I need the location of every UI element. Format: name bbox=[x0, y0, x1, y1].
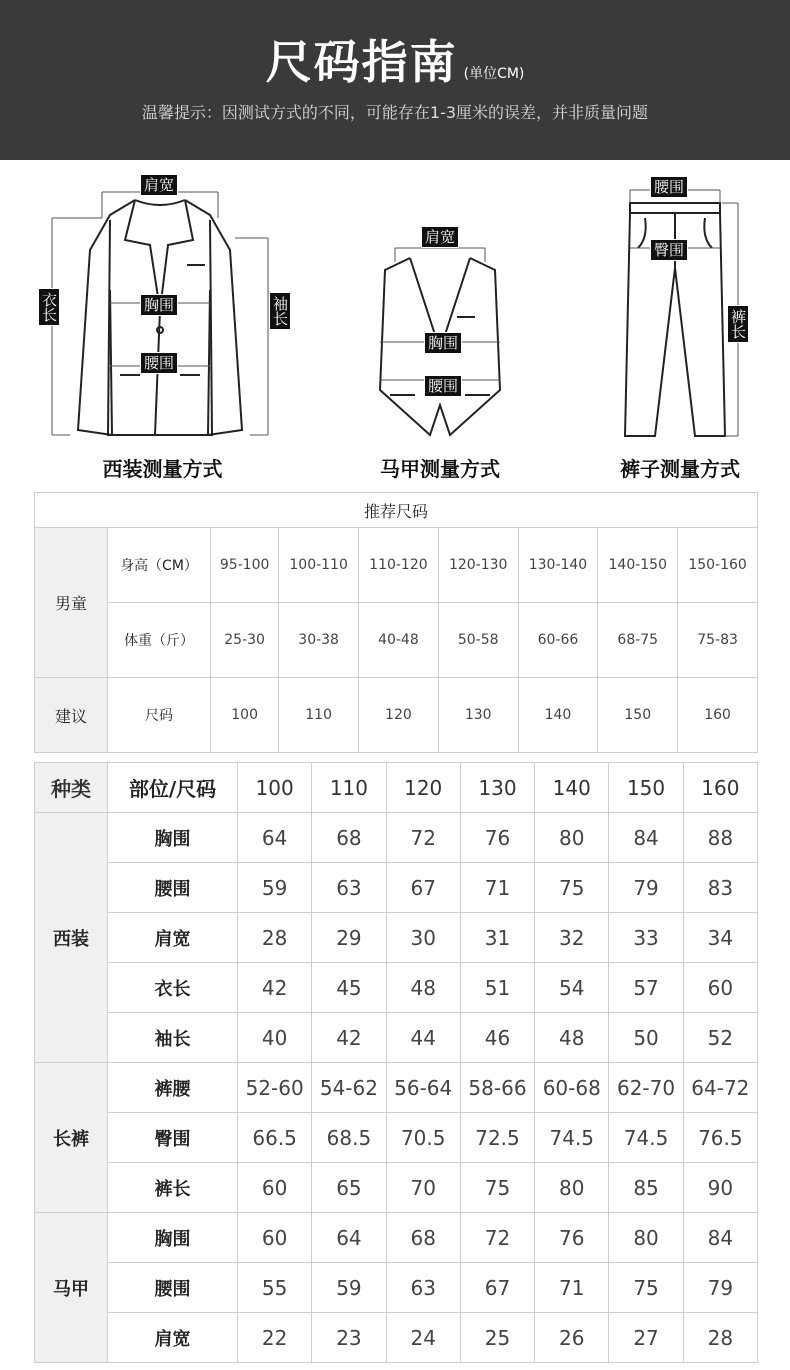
value-cell: 60 bbox=[238, 1163, 312, 1213]
weight-cell: 75-83 bbox=[678, 603, 758, 678]
vest-caption: 马甲测量方式 bbox=[380, 457, 500, 481]
suit-label-sleeve: 袖长 bbox=[269, 292, 291, 330]
height-cell: 120-130 bbox=[438, 528, 518, 603]
size-cell: 130 bbox=[438, 678, 518, 753]
size-cell: 120 bbox=[359, 678, 439, 753]
part-name: 衣长 bbox=[108, 963, 238, 1013]
value-cell: 26 bbox=[535, 1313, 609, 1363]
value-cell: 72 bbox=[460, 1213, 534, 1263]
part-name: 袖长 bbox=[108, 1013, 238, 1063]
part-name: 裤腰 bbox=[108, 1063, 238, 1113]
value-cell: 72 bbox=[386, 813, 460, 863]
value-cell: 75 bbox=[609, 1263, 683, 1313]
value-cell: 68 bbox=[312, 813, 386, 863]
table-row bbox=[35, 1013, 758, 1063]
value-cell: 64 bbox=[312, 1213, 386, 1263]
value-cell: 68.5 bbox=[312, 1113, 386, 1163]
tip-text: 温馨提示：因测试方式的不同，可能存在1-3厘米的误差，并非质量问题 bbox=[141, 103, 649, 122]
recommend-table bbox=[34, 492, 758, 753]
value-cell: 71 bbox=[535, 1263, 609, 1313]
value-cell: 33 bbox=[609, 913, 683, 963]
value-cell: 62-70 bbox=[609, 1063, 683, 1113]
group-name: 西装 bbox=[35, 813, 108, 1063]
value-cell: 50 bbox=[609, 1013, 683, 1063]
value-cell: 79 bbox=[609, 863, 683, 913]
value-cell: 76 bbox=[460, 813, 534, 863]
table-row bbox=[35, 1113, 758, 1163]
value-cell: 60-68 bbox=[535, 1063, 609, 1113]
value-cell: 75 bbox=[535, 863, 609, 913]
value-cell: 51 bbox=[460, 963, 534, 1013]
value-cell: 66.5 bbox=[238, 1113, 312, 1163]
table-row bbox=[35, 1063, 758, 1113]
value-cell: 42 bbox=[238, 963, 312, 1013]
value-cell: 54-62 bbox=[312, 1063, 386, 1113]
size-cell: 100 bbox=[211, 678, 279, 753]
pants-label-hip: 臀围 bbox=[650, 239, 688, 261]
weight-cell: 60-66 bbox=[518, 603, 598, 678]
value-cell: 85 bbox=[609, 1163, 683, 1213]
size-header: 150 bbox=[609, 763, 683, 813]
height-label: 身高（CM） bbox=[108, 528, 211, 603]
value-cell: 76.5 bbox=[683, 1113, 757, 1163]
size-header: 110 bbox=[312, 763, 386, 813]
col-type-header: 种类 bbox=[35, 763, 108, 813]
table-row bbox=[35, 1213, 758, 1263]
value-cell: 34 bbox=[683, 913, 757, 963]
pants-label-length: 裤长 bbox=[727, 305, 749, 343]
value-cell: 74.5 bbox=[535, 1113, 609, 1163]
table-row bbox=[35, 813, 758, 863]
value-cell: 64 bbox=[238, 813, 312, 863]
pants-label-waist: 腰围 bbox=[650, 176, 688, 198]
size-cell: 110 bbox=[279, 678, 359, 753]
part-name: 胸围 bbox=[108, 813, 238, 863]
size-header: 100 bbox=[238, 763, 312, 813]
table-row bbox=[35, 1163, 758, 1213]
value-cell: 57 bbox=[609, 963, 683, 1013]
value-cell: 52 bbox=[683, 1013, 757, 1063]
part-name: 肩宽 bbox=[108, 913, 238, 963]
height-cell: 140-150 bbox=[598, 528, 678, 603]
value-cell: 56-64 bbox=[386, 1063, 460, 1113]
header-banner bbox=[0, 0, 790, 160]
value-cell: 70 bbox=[386, 1163, 460, 1213]
value-cell: 64-72 bbox=[683, 1063, 757, 1113]
table-row bbox=[35, 963, 758, 1013]
value-cell: 74.5 bbox=[609, 1113, 683, 1163]
weight-cell: 68-75 bbox=[598, 603, 678, 678]
value-cell: 27 bbox=[609, 1313, 683, 1363]
size-cell: 150 bbox=[598, 678, 678, 753]
value-cell: 80 bbox=[535, 1163, 609, 1213]
size-cell: 140 bbox=[518, 678, 598, 753]
weight-cell: 25-30 bbox=[211, 603, 279, 678]
size-header: 120 bbox=[386, 763, 460, 813]
value-cell: 40 bbox=[238, 1013, 312, 1063]
suit-label-length: 衣长 bbox=[38, 288, 60, 326]
value-cell: 75 bbox=[460, 1163, 534, 1213]
value-cell: 45 bbox=[312, 963, 386, 1013]
suit-caption: 西装测量方式 bbox=[102, 457, 223, 481]
size-header: 130 bbox=[460, 763, 534, 813]
value-cell: 83 bbox=[683, 863, 757, 913]
recommend-title: 推荐尺码 bbox=[35, 493, 758, 528]
value-cell: 79 bbox=[683, 1263, 757, 1313]
value-cell: 52-60 bbox=[238, 1063, 312, 1113]
value-cell: 59 bbox=[238, 863, 312, 913]
value-cell: 84 bbox=[683, 1213, 757, 1263]
value-cell: 65 bbox=[312, 1163, 386, 1213]
table-row bbox=[35, 1313, 758, 1363]
value-cell: 80 bbox=[609, 1213, 683, 1263]
value-cell: 90 bbox=[683, 1163, 757, 1213]
value-cell: 30 bbox=[386, 913, 460, 963]
weight-cell: 30-38 bbox=[279, 603, 359, 678]
group-name: 长裤 bbox=[35, 1063, 108, 1213]
size-header: 160 bbox=[683, 763, 757, 813]
value-cell: 67 bbox=[386, 863, 460, 913]
value-cell: 31 bbox=[460, 913, 534, 963]
title-text: 尺码指南 bbox=[265, 35, 458, 89]
part-name: 胸围 bbox=[108, 1213, 238, 1263]
size-cell: 160 bbox=[678, 678, 758, 753]
value-cell: 54 bbox=[535, 963, 609, 1013]
value-cell: 58-66 bbox=[460, 1063, 534, 1113]
table-row bbox=[35, 1263, 758, 1313]
value-cell: 28 bbox=[683, 1313, 757, 1363]
pants-caption: 裤子测量方式 bbox=[620, 457, 740, 481]
group-boys: 男童 bbox=[35, 528, 108, 678]
unit-text: (单位CM) bbox=[463, 66, 525, 82]
suit-label-waist: 腰围 bbox=[140, 352, 178, 374]
value-cell: 55 bbox=[238, 1263, 312, 1313]
value-cell: 60 bbox=[683, 963, 757, 1013]
value-cell: 22 bbox=[238, 1313, 312, 1363]
value-cell: 48 bbox=[386, 963, 460, 1013]
col-part-header: 部位/尺码 bbox=[108, 763, 238, 813]
group-name: 马甲 bbox=[35, 1213, 108, 1363]
value-cell: 25 bbox=[460, 1313, 534, 1363]
part-name: 裤长 bbox=[108, 1163, 238, 1213]
value-cell: 32 bbox=[535, 913, 609, 963]
size-label: 尺码 bbox=[108, 678, 211, 753]
vest-label-shoulder: 肩宽 bbox=[421, 226, 459, 248]
value-cell: 28 bbox=[238, 913, 312, 963]
value-cell: 44 bbox=[386, 1013, 460, 1063]
height-cell: 150-160 bbox=[678, 528, 758, 603]
weight-cell: 50-58 bbox=[438, 603, 518, 678]
part-name: 腰围 bbox=[108, 863, 238, 913]
value-cell: 23 bbox=[312, 1313, 386, 1363]
suit-label-chest: 胸围 bbox=[140, 294, 178, 316]
value-cell: 76 bbox=[535, 1213, 609, 1263]
value-cell: 29 bbox=[312, 913, 386, 963]
weight-cell: 40-48 bbox=[359, 603, 439, 678]
value-cell: 60 bbox=[238, 1213, 312, 1263]
part-name: 肩宽 bbox=[108, 1313, 238, 1363]
value-cell: 42 bbox=[312, 1013, 386, 1063]
size-header: 140 bbox=[535, 763, 609, 813]
table-row bbox=[35, 913, 758, 963]
vest-label-chest: 胸围 bbox=[424, 332, 462, 354]
vest-label-waist: 腰围 bbox=[424, 375, 462, 397]
size-table bbox=[34, 762, 758, 1363]
value-cell: 24 bbox=[386, 1313, 460, 1363]
value-cell: 63 bbox=[386, 1263, 460, 1313]
height-cell: 110-120 bbox=[359, 528, 439, 603]
value-cell: 71 bbox=[460, 863, 534, 913]
part-name: 腰围 bbox=[108, 1263, 238, 1313]
suit-label-shoulder: 肩宽 bbox=[140, 174, 178, 196]
value-cell: 63 bbox=[312, 863, 386, 913]
value-cell: 67 bbox=[460, 1263, 534, 1313]
height-cell: 100-110 bbox=[279, 528, 359, 603]
group-suggest: 建议 bbox=[35, 678, 108, 753]
value-cell: 59 bbox=[312, 1263, 386, 1313]
weight-label: 体重（斤） bbox=[108, 603, 211, 678]
value-cell: 46 bbox=[460, 1013, 534, 1063]
value-cell: 72.5 bbox=[460, 1113, 534, 1163]
value-cell: 68 bbox=[386, 1213, 460, 1263]
value-cell: 70.5 bbox=[386, 1113, 460, 1163]
value-cell: 48 bbox=[535, 1013, 609, 1063]
part-name: 臀围 bbox=[108, 1113, 238, 1163]
value-cell: 84 bbox=[609, 813, 683, 863]
value-cell: 88 bbox=[683, 813, 757, 863]
height-cell: 95-100 bbox=[211, 528, 279, 603]
table-row bbox=[35, 863, 758, 913]
page-title bbox=[0, 26, 790, 92]
height-cell: 130-140 bbox=[518, 528, 598, 603]
value-cell: 80 bbox=[535, 813, 609, 863]
